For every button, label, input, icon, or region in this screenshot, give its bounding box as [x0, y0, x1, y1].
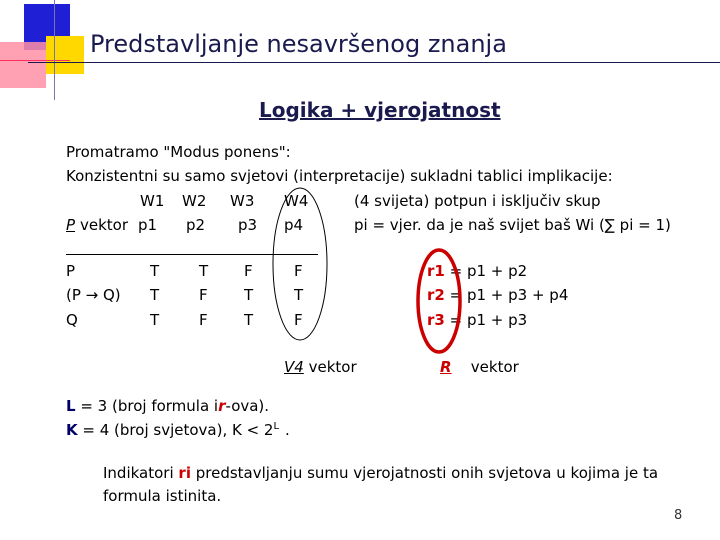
page-number: 8 — [674, 508, 683, 523]
indicators-part2: predstavljanju sumu vjerojatnosti onih svjetova u kojima je ta — [195, 464, 659, 482]
table-cell: F — [294, 311, 303, 329]
world-header-w3: W3 — [230, 192, 255, 210]
table-cell: T — [150, 311, 160, 329]
table-cell: F — [199, 311, 208, 329]
p-vector-letter: P — [66, 216, 76, 234]
indicators-ri: ri — [178, 464, 191, 482]
r1-expr: = p1 + p2 — [449, 262, 528, 280]
table-cell: T — [294, 286, 304, 304]
v4-letter: V4 — [284, 358, 304, 376]
table-cell: T — [244, 286, 254, 304]
table-row-formula-3: Q — [66, 311, 78, 329]
indicators-line-2: formula istinita. — [103, 487, 222, 505]
intro-line-2: Konzistentni su samo svjetovi (interpretacije) sukladni tablici implikacije: — [66, 167, 613, 185]
r-vector-label — [440, 358, 519, 376]
l-text-b: -ova). — [225, 397, 270, 415]
r1-label: r1 — [427, 262, 445, 280]
deco-yellow-square — [46, 36, 84, 74]
k-superscript: L — [273, 421, 280, 432]
prob-note: pi = vjer. da je naš svijet baš Wi (∑ pi = 1) — [354, 216, 671, 234]
p-vector-word: vektor — [80, 216, 129, 234]
r-suffix: vektor — [470, 358, 519, 376]
l-r-letter: r — [218, 397, 226, 415]
table-row-formula-1: P — [66, 262, 76, 280]
table-cell: T — [244, 311, 254, 329]
indicators-part1: Indikatori — [103, 464, 174, 482]
table-row-formula-2: (P → Q) — [66, 286, 121, 304]
table-cell: T — [150, 286, 160, 304]
intro-line-1: Promatramo "Modus ponens": — [66, 143, 291, 161]
k-end: . — [285, 421, 290, 439]
v4-vector-label — [284, 358, 357, 376]
prob-p2: p2 — [186, 216, 206, 234]
k-text: = 4 (broj svjetova), K < 2 — [82, 421, 274, 439]
world-header-w2: W2 — [182, 192, 207, 210]
k-count-line — [66, 421, 290, 439]
r3-label: r3 — [427, 311, 445, 329]
r3-expr: = p1 + p3 — [449, 311, 528, 329]
r-column-ellipse — [414, 246, 464, 356]
w4-column-ellipse — [270, 184, 330, 344]
v4-suffix: vektor — [308, 358, 357, 376]
l-text-a: = 3 (broj formula i — [80, 397, 219, 415]
world-header-w1: W1 — [140, 192, 165, 210]
k-letter: K — [66, 421, 78, 439]
table-cell: F — [199, 286, 208, 304]
table-cell: F — [244, 262, 253, 280]
prob-p1: p1 — [138, 216, 158, 234]
prob-p4: p4 — [284, 216, 304, 234]
deco-pink-line — [0, 60, 70, 61]
r2-label: r2 — [427, 286, 445, 304]
r-letter: R — [440, 358, 452, 376]
worlds-note: (4 svijeta) potpun i isključiv skup — [354, 192, 601, 210]
table-cell: F — [294, 262, 303, 280]
r2-expr: = p1 + p3 + p4 — [449, 286, 569, 304]
title-rule — [28, 62, 720, 63]
l-letter: L — [66, 397, 76, 415]
indicators-line-1 — [103, 464, 658, 482]
deco-pink-square — [0, 42, 46, 88]
prob-p3: p3 — [238, 216, 258, 234]
l-count-line — [66, 397, 269, 415]
slide-title: Predstavljanje nesavršenog znanja — [90, 30, 507, 58]
table-cell: T — [199, 262, 209, 280]
deco-vertical-line — [54, 0, 55, 100]
slide-subtitle: Logika + vjerojatnost — [259, 98, 501, 122]
world-header-w4: W4 — [284, 192, 309, 210]
table-cell: T — [150, 262, 160, 280]
